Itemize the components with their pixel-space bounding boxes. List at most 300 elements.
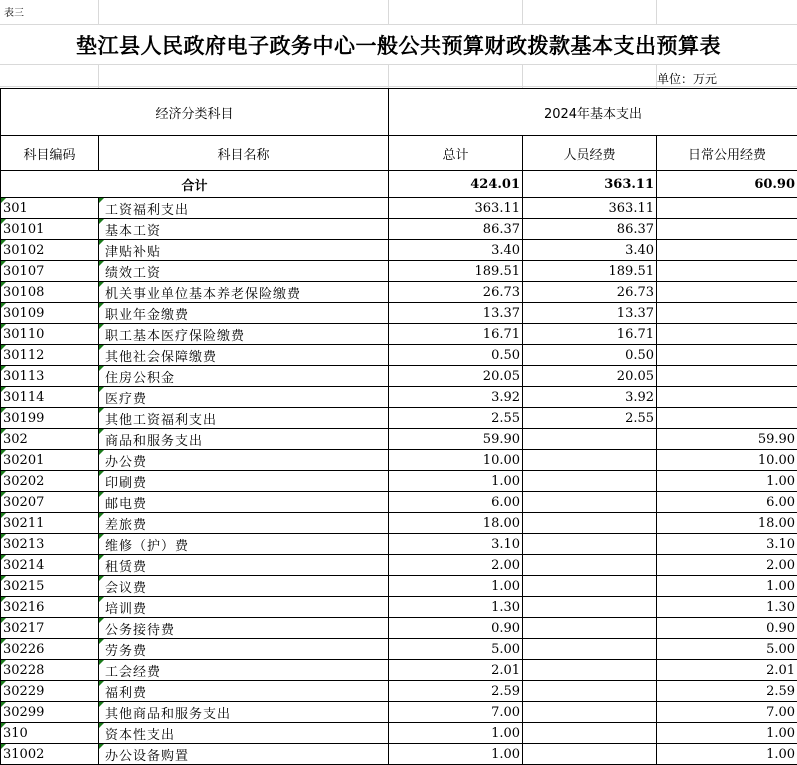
row-name-cell[interactable] [99,219,389,240]
table-row [1,219,797,240]
cell-text: 其他工资福利支出 [105,412,218,428]
row-name-cell[interactable] [99,702,389,723]
cell-text: 3.10 [491,536,521,552]
row-personnel-cell[interactable] [523,471,657,492]
row-total-cell[interactable] [389,576,523,597]
row-name-cell[interactable] [99,429,389,450]
cell-text: 18.00 [757,515,796,531]
table-row [1,387,797,408]
row-total-cell[interactable] [389,744,523,765]
text-format-indicator-icon [1,219,6,224]
row-public-cell[interactable] [657,303,797,324]
cell-text: 302 [3,431,28,447]
row-total-cell[interactable] [389,639,523,660]
row-total-cell[interactable] [389,681,523,702]
row-name-cell[interactable] [99,324,389,345]
cell-text: 办公费 [105,454,148,470]
row-name-cell[interactable] [99,723,389,744]
row-public-cell[interactable] [657,198,797,219]
cell-text: 30199 [3,410,45,426]
text-format-indicator-icon [1,576,6,581]
row-code-cell[interactable] [1,303,99,324]
text-format-indicator-icon [99,618,104,623]
row-total-cell[interactable] [389,618,523,639]
text-format-indicator-icon [1,345,6,350]
row-code-cell[interactable] [1,408,99,429]
cell-text: 维修（护）费 [105,538,190,554]
row-public-cell[interactable] [657,660,797,681]
text-format-indicator-icon [99,282,104,287]
cell-text: 16.71 [616,326,655,342]
cell-text: 邮电费 [105,496,148,512]
cell-text: 189.51 [608,263,655,279]
group-header-economic-class: 经济分类科目 [1,89,389,136]
row-personnel-cell[interactable] [523,450,657,471]
cell-text: 310 [3,725,28,741]
row-code-cell[interactable] [1,345,99,366]
cell-text: 26.73 [482,284,521,300]
row-code-cell[interactable] [1,534,99,555]
text-format-indicator-icon [99,450,104,455]
row-public-cell[interactable] [657,366,797,387]
row-name-cell[interactable] [99,387,389,408]
text-format-indicator-icon [99,387,104,392]
row-public-cell[interactable] [657,345,797,366]
row-personnel-cell[interactable] [523,660,657,681]
gridline [656,0,657,24]
row-code-cell[interactable] [1,576,99,597]
row-personnel-cell[interactable] [523,198,657,219]
row-public-cell[interactable] [657,576,797,597]
row-name-cell[interactable] [99,534,389,555]
cell-text: 机关事业单位基本养老保险缴费 [105,286,302,302]
row-total-cell[interactable] [389,387,523,408]
row-total-cell[interactable] [389,240,523,261]
cell-text: 13.37 [616,305,655,321]
row-total-cell[interactable] [389,471,523,492]
row-code-cell[interactable] [1,261,99,282]
gridline [98,0,99,24]
row-personnel-cell[interactable] [523,345,657,366]
cell-text: 86.37 [482,221,521,237]
row-total-cell[interactable] [389,429,523,450]
row-total-cell[interactable] [389,534,523,555]
text-format-indicator-icon [1,723,6,728]
cell-text: 59.90 [482,431,521,447]
row-personnel-cell[interactable] [523,702,657,723]
text-format-indicator-icon [1,492,6,497]
text-format-indicator-icon [1,618,6,623]
row-code-cell[interactable] [1,492,99,513]
row-personnel-cell[interactable] [523,618,657,639]
text-format-indicator-icon [1,555,6,560]
cell-text: 1.00 [766,473,796,489]
table-row [1,555,797,576]
text-format-indicator-icon [99,597,104,602]
cell-text: 工资福利支出 [105,202,190,218]
row-name-cell[interactable] [99,198,389,219]
text-format-indicator-icon [1,681,6,686]
row-personnel-cell[interactable] [523,639,657,660]
table-row [1,576,797,597]
table-row [1,198,797,219]
text-format-indicator-icon [99,219,104,224]
text-format-indicator-icon [1,387,6,392]
row-total-cell[interactable] [389,597,523,618]
table-row [1,282,797,303]
row-public-cell[interactable] [657,429,797,450]
gridline [388,0,389,24]
text-format-indicator-icon [99,408,104,413]
text-format-indicator-icon [99,723,104,728]
cell-text: 6.00 [766,494,796,510]
unit-label: 单位：万元 [657,72,718,86]
cell-text: 3.92 [491,389,521,405]
cell-text: 职业年金缴费 [105,307,190,323]
row-public-cell[interactable] [657,597,797,618]
cell-text: 3.10 [766,536,796,552]
text-format-indicator-icon [99,639,104,644]
row-total-cell[interactable] [389,660,523,681]
total-row [1,171,797,198]
cell-text: 印刷费 [105,475,148,491]
gridline [98,64,99,88]
row-total-cell[interactable] [389,450,523,471]
row-personnel-cell[interactable] [523,303,657,324]
row-name-cell[interactable] [99,408,389,429]
cell-text: 30299 [3,704,45,720]
table-row [1,366,797,387]
row-personnel-cell[interactable] [523,324,657,345]
row-personnel-cell[interactable] [523,492,657,513]
row-code-cell[interactable] [1,681,99,702]
row-personnel-cell[interactable] [523,723,657,744]
row-total-cell[interactable] [389,555,523,576]
row-personnel-cell[interactable] [523,429,657,450]
row-code-cell[interactable] [1,639,99,660]
row-public-cell[interactable] [657,723,797,744]
text-format-indicator-icon [1,408,6,413]
cell-text: 劳务费 [105,643,148,659]
row-total-cell[interactable] [389,702,523,723]
row-code-cell[interactable] [1,282,99,303]
table-row [1,429,797,450]
row-public-cell[interactable] [657,639,797,660]
table-row [1,744,797,765]
cell-text: 26.73 [616,284,655,300]
row-code-cell[interactable] [1,660,99,681]
row-public-cell[interactable] [657,282,797,303]
row-total-cell[interactable] [389,366,523,387]
cell-text: 30228 [3,662,45,678]
text-format-indicator-icon [99,429,104,434]
row-total-cell[interactable] [389,261,523,282]
row-name-cell[interactable] [99,681,389,702]
cell-text: 31002 [3,746,45,762]
text-format-indicator-icon [1,198,6,203]
cell-text: 7.00 [766,704,796,720]
column-header-code: 科目编码 [1,136,99,171]
sheet-label: 表三 [4,8,24,19]
text-format-indicator-icon [99,198,104,203]
text-format-indicator-icon [99,345,104,350]
cell-text: 59.90 [757,431,796,447]
row-name-cell[interactable] [99,366,389,387]
row-code-cell[interactable] [1,324,99,345]
cell-text: 2.55 [625,410,655,426]
cell-text: 2.01 [491,662,521,678]
row-personnel-cell[interactable] [523,576,657,597]
row-name-cell[interactable] [99,303,389,324]
text-format-indicator-icon [1,660,6,665]
cell-text: 1.00 [766,746,796,762]
text-format-indicator-icon [99,555,104,560]
cell-text: 30102 [3,242,45,258]
column-header-public: 日常公用经费 [657,136,797,171]
total-row-total: 424.01 [389,171,523,198]
row-code-cell[interactable] [1,597,99,618]
total-row-public: 60.90 [657,171,797,198]
row-name-cell[interactable] [99,576,389,597]
row-name-cell[interactable] [99,492,389,513]
cell-text: 其他社会保障缴费 [105,349,218,365]
table-row [1,303,797,324]
row-total-cell[interactable] [389,513,523,534]
cell-text: 30112 [3,347,45,363]
cell-text: 2.01 [766,662,796,678]
row-total-cell[interactable] [389,303,523,324]
row-personnel-cell[interactable] [523,597,657,618]
cell-text: 30114 [3,389,45,405]
row-personnel-cell[interactable] [523,681,657,702]
table-row [1,702,797,723]
cell-text: 30201 [3,452,45,468]
row-code-cell[interactable] [1,471,99,492]
row-total-cell[interactable] [389,324,523,345]
row-name-cell[interactable] [99,345,389,366]
cell-text: 0.90 [766,620,796,636]
text-format-indicator-icon [1,303,6,308]
cell-text: 7.00 [491,704,521,720]
cell-text: 30217 [3,620,45,636]
row-public-cell[interactable] [657,219,797,240]
column-header-personnel: 人员经费 [523,136,657,171]
cell-text: 培训费 [105,601,148,617]
cell-text: 189.51 [474,263,521,279]
row-name-cell[interactable] [99,597,389,618]
cell-text: 1.30 [491,599,521,615]
cell-text: 绩效工资 [105,265,162,281]
row-code-cell[interactable] [1,219,99,240]
row-public-cell[interactable] [657,618,797,639]
text-format-indicator-icon [1,261,6,266]
row-code-cell[interactable] [1,513,99,534]
cell-text: 16.71 [482,326,521,342]
table-row [1,597,797,618]
cell-text: 10.00 [482,452,521,468]
cell-text: 公务接待费 [105,622,176,638]
text-format-indicator-icon [1,471,6,476]
table-row [1,345,797,366]
cell-text: 2.00 [491,557,521,573]
row-name-cell[interactable] [99,555,389,576]
row-public-cell[interactable] [657,387,797,408]
cell-text: 租赁费 [105,559,148,575]
text-format-indicator-icon [99,240,104,245]
budget-table [0,88,797,765]
cell-text: 30207 [3,494,45,510]
header-column-row [1,136,797,171]
table-row [1,723,797,744]
text-format-indicator-icon [1,513,6,518]
row-personnel-cell[interactable] [523,534,657,555]
text-format-indicator-icon [1,450,6,455]
row-total-cell[interactable] [389,723,523,744]
row-total-cell[interactable] [389,282,523,303]
cell-text: 1.30 [766,599,796,615]
text-format-indicator-icon [99,534,104,539]
text-format-indicator-icon [1,324,6,329]
text-format-indicator-icon [99,366,104,371]
cell-text: 30226 [3,641,45,657]
row-name-cell[interactable] [99,240,389,261]
row-public-cell[interactable] [657,471,797,492]
cell-text: 医疗费 [105,391,148,407]
row-public-cell[interactable] [657,324,797,345]
row-public-cell[interactable] [657,702,797,723]
cell-text: 差旅费 [105,517,148,533]
row-code-cell[interactable] [1,744,99,765]
text-format-indicator-icon [1,366,6,371]
cell-text: 1.00 [491,473,521,489]
cell-text: 福利费 [105,685,148,701]
gridline [0,24,797,25]
row-personnel-cell[interactable] [523,240,657,261]
cell-text: 2.55 [491,410,521,426]
cell-text: 86.37 [616,221,655,237]
row-personnel-cell[interactable] [523,387,657,408]
row-code-cell[interactable] [1,429,99,450]
text-format-indicator-icon [1,597,6,602]
row-personnel-cell[interactable] [523,282,657,303]
cell-text: 30110 [3,326,45,342]
row-name-cell[interactable] [99,744,389,765]
text-format-indicator-icon [99,744,104,749]
cell-text: 30216 [3,599,45,615]
row-name-cell[interactable] [99,261,389,282]
text-format-indicator-icon [99,660,104,665]
cell-text: 住房公积金 [105,370,176,386]
cell-text: 2.59 [766,683,796,699]
cell-text: 30213 [3,536,45,552]
cell-text: 30229 [3,683,45,699]
text-format-indicator-icon [1,639,6,644]
row-public-cell[interactable] [657,261,797,282]
cell-text: 10.00 [757,452,796,468]
cell-text: 0.90 [491,620,521,636]
cell-text: 0.50 [625,347,655,363]
row-total-cell[interactable] [389,219,523,240]
row-public-cell[interactable] [657,744,797,765]
row-code-cell[interactable] [1,198,99,219]
column-header-name: 科目名称 [99,136,389,171]
cell-text: 基本工资 [105,223,162,239]
row-personnel-cell[interactable] [523,219,657,240]
row-name-cell[interactable] [99,471,389,492]
row-public-cell[interactable] [657,681,797,702]
row-code-cell[interactable] [1,450,99,471]
row-code-cell[interactable] [1,702,99,723]
cell-text: 1.00 [491,578,521,594]
cell-text: 301 [3,200,28,216]
row-public-cell[interactable] [657,513,797,534]
table-row [1,660,797,681]
row-code-cell[interactable] [1,366,99,387]
group-header-basic-expenditure: 2024年基本支出 [389,89,797,136]
row-total-cell[interactable] [389,492,523,513]
gridline [388,64,389,88]
row-total-cell[interactable] [389,345,523,366]
page-title: 垫江县人民政府电子政务中心一般公共预算财政拨款基本支出预算表 [76,34,721,58]
text-format-indicator-icon [99,471,104,476]
table-row [1,492,797,513]
row-code-cell[interactable] [1,618,99,639]
row-personnel-cell[interactable] [523,408,657,429]
cell-text: 18.00 [482,515,521,531]
row-personnel-cell[interactable] [523,513,657,534]
cell-text: 其他商品和服务支出 [105,706,232,722]
cell-text: 6.00 [491,494,521,510]
row-name-cell[interactable] [99,450,389,471]
row-personnel-cell[interactable] [523,366,657,387]
row-public-cell[interactable] [657,450,797,471]
row-personnel-cell[interactable] [523,744,657,765]
total-row-personnel: 363.11 [523,171,657,198]
row-code-cell[interactable] [1,723,99,744]
row-public-cell[interactable] [657,534,797,555]
text-format-indicator-icon [99,681,104,686]
row-code-cell[interactable] [1,240,99,261]
row-personnel-cell[interactable] [523,555,657,576]
row-name-cell[interactable] [99,282,389,303]
row-public-cell[interactable] [657,408,797,429]
gridline [0,64,797,65]
row-public-cell[interactable] [657,240,797,261]
header-group-row [1,89,797,136]
text-format-indicator-icon [99,702,104,707]
row-name-cell[interactable] [99,513,389,534]
row-public-cell[interactable] [657,492,797,513]
row-public-cell[interactable] [657,555,797,576]
row-total-cell[interactable] [389,408,523,429]
row-total-cell[interactable] [389,198,523,219]
cell-text: 职工基本医疗保险缴费 [105,328,246,344]
row-code-cell[interactable] [1,555,99,576]
cell-text: 会议费 [105,580,148,596]
row-name-cell[interactable] [99,639,389,660]
table-row [1,639,797,660]
cell-text: 津贴补贴 [105,244,162,260]
row-name-cell[interactable] [99,660,389,681]
row-personnel-cell[interactable] [523,261,657,282]
table-row [1,471,797,492]
text-format-indicator-icon [1,282,6,287]
table-row [1,240,797,261]
row-code-cell[interactable] [1,387,99,408]
table-row [1,261,797,282]
row-name-cell[interactable] [99,618,389,639]
text-format-indicator-icon [1,240,6,245]
